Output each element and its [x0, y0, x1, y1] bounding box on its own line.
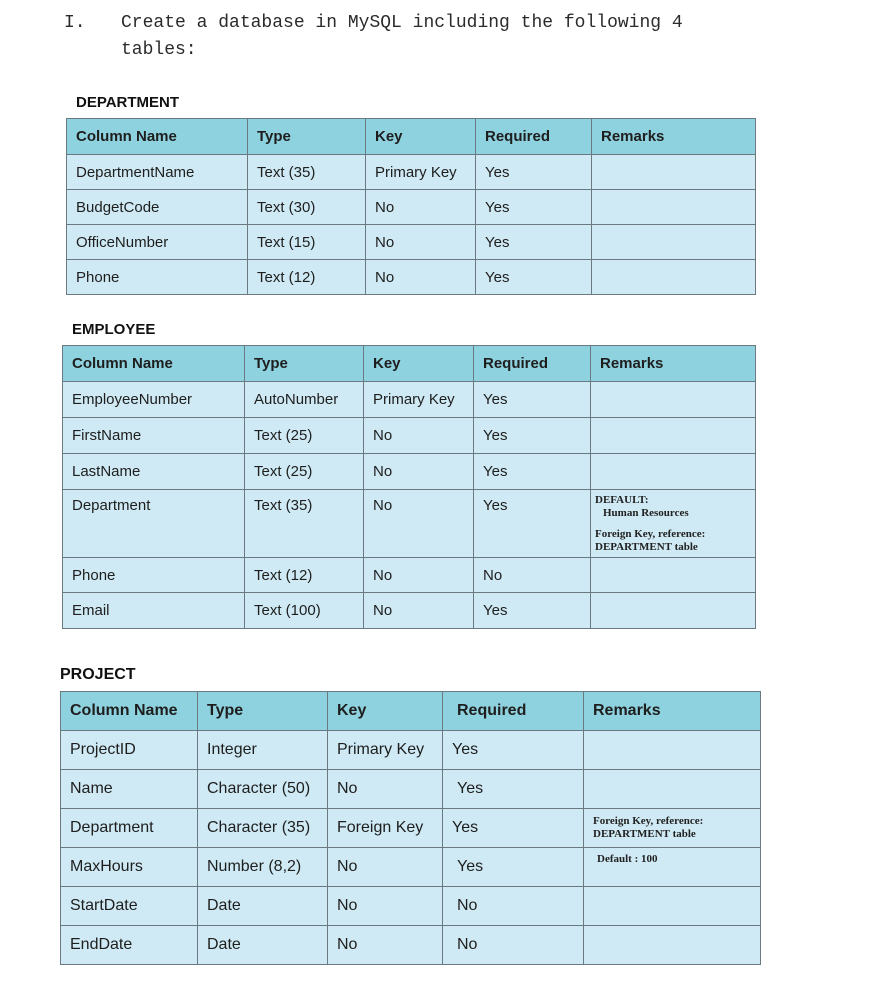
cell-type: AutoNumber	[245, 382, 364, 418]
cell-key: No	[328, 770, 443, 809]
table-header-row	[63, 346, 756, 382]
header-key: Key	[364, 346, 474, 382]
cell-key: Primary Key	[366, 155, 476, 190]
cell-remarks	[591, 454, 756, 490]
cell-remarks	[591, 382, 756, 418]
cell-required: Yes	[443, 809, 584, 848]
cell-required: Yes	[474, 593, 591, 629]
table-row	[67, 155, 756, 190]
header-key: Key	[328, 692, 443, 731]
header-required: Required	[476, 119, 592, 155]
cell-key: No	[328, 848, 443, 887]
cell-column-name: BudgetCode	[67, 190, 248, 225]
table-row	[63, 382, 756, 418]
heading-line-1: Create a database in MySQL including the following 4	[121, 13, 683, 33]
header-remarks: Remarks	[591, 346, 756, 382]
header-type: Type	[248, 119, 366, 155]
cell-key: No	[364, 558, 474, 593]
cell-required: Yes	[474, 454, 591, 490]
cell-required: Yes	[474, 418, 591, 454]
cell-remarks-department	[584, 809, 761, 848]
header-column-name: Column Name	[61, 692, 198, 731]
cell-key: No	[364, 593, 474, 629]
cell-type: Date	[198, 926, 328, 965]
cell-required: No	[443, 887, 584, 926]
table-row	[63, 558, 756, 593]
remark-fk-line-2: DEPARTMENT table	[593, 828, 696, 840]
cell-required: Yes	[474, 490, 591, 558]
cell-type: Character (35)	[198, 809, 328, 848]
department-table-title: DEPARTMENT	[76, 94, 180, 111]
cell-required: Yes	[443, 731, 584, 770]
cell-key: No	[366, 260, 476, 295]
cell-type: Number (8,2)	[198, 848, 328, 887]
cell-column-name: EndDate	[61, 926, 198, 965]
table-row	[61, 926, 761, 965]
cell-key: No	[328, 887, 443, 926]
cell-key: No	[328, 926, 443, 965]
cell-key: Primary Key	[364, 382, 474, 418]
cell-column-name: Phone	[63, 558, 245, 593]
cell-column-name: Name	[61, 770, 198, 809]
cell-column-name: Department	[61, 809, 198, 848]
project-table-title: PROJECT	[60, 666, 136, 683]
cell-key: No	[364, 418, 474, 454]
remark-default-value: Human Resources	[603, 506, 689, 519]
cell-type: Text (35)	[248, 155, 366, 190]
employee-table	[62, 345, 756, 629]
cell-column-name: EmployeeNumber	[63, 382, 245, 418]
cell-key: No	[364, 454, 474, 490]
cell-column-name: Phone	[67, 260, 248, 295]
header-remarks: Remarks	[592, 119, 756, 155]
header-type: Type	[198, 692, 328, 731]
cell-type: Text (25)	[245, 454, 364, 490]
table-row	[61, 887, 761, 926]
cell-column-name: OfficeNumber	[67, 225, 248, 260]
cell-key: No	[366, 225, 476, 260]
department-table	[66, 118, 756, 295]
remark-fk-line-1: Foreign Key, reference:	[593, 815, 704, 827]
table-row	[63, 418, 756, 454]
cell-column-name: LastName	[63, 454, 245, 490]
cell-required: Yes	[443, 770, 584, 809]
cell-remarks	[584, 926, 761, 965]
cell-type: Text (25)	[245, 418, 364, 454]
table-header-row	[67, 119, 756, 155]
header-column-name: Column Name	[67, 119, 248, 155]
table-row	[61, 770, 761, 809]
header-key: Key	[366, 119, 476, 155]
cell-required: Yes	[476, 155, 592, 190]
cell-key: No	[366, 190, 476, 225]
heading-text	[121, 10, 821, 64]
cell-column-name: Email	[63, 593, 245, 629]
cell-remarks	[591, 558, 756, 593]
remark-default-label: DEFAULT:	[595, 493, 649, 506]
header-type: Type	[245, 346, 364, 382]
header-remarks: Remarks	[584, 692, 761, 731]
cell-key: No	[364, 490, 474, 558]
cell-type: Integer	[198, 731, 328, 770]
cell-remarks-maxhours: Default : 100	[584, 848, 761, 887]
cell-type: Text (12)	[245, 558, 364, 593]
remark-fk-line-1: Foreign Key, reference:	[595, 527, 706, 540]
cell-type: Text (100)	[245, 593, 364, 629]
remark-fk-line-2: DEPARTMENT table	[595, 540, 698, 553]
cell-column-name: FirstName	[63, 418, 245, 454]
cell-required: Yes	[474, 382, 591, 418]
cell-key: Primary Key	[328, 731, 443, 770]
header-column-name: Column Name	[63, 346, 245, 382]
table-row	[63, 490, 756, 558]
cell-key: Foreign Key	[328, 809, 443, 848]
cell-remarks	[584, 887, 761, 926]
table-row	[61, 731, 761, 770]
cell-remarks	[584, 731, 761, 770]
cell-required: No	[443, 926, 584, 965]
table-header-row	[61, 692, 761, 731]
cell-type: Text (30)	[248, 190, 366, 225]
cell-required: Yes	[476, 190, 592, 225]
cell-column-name: DepartmentName	[67, 155, 248, 190]
cell-remarks-department	[591, 490, 756, 558]
cell-type: Text (35)	[245, 490, 364, 558]
heading-line-2: tables:	[121, 40, 197, 60]
cell-remarks	[592, 225, 756, 260]
cell-column-name: ProjectID	[61, 731, 198, 770]
cell-remarks	[591, 593, 756, 629]
cell-type: Character (50)	[198, 770, 328, 809]
cell-required: Yes	[476, 225, 592, 260]
table-row	[67, 260, 756, 295]
heading-number: I.	[64, 13, 86, 33]
cell-column-name: Department	[63, 490, 245, 558]
cell-type: Text (15)	[248, 225, 366, 260]
cell-remarks	[592, 190, 756, 225]
cell-required: No	[474, 558, 591, 593]
table-row	[67, 225, 756, 260]
employee-table-title: EMPLOYEE	[72, 321, 156, 338]
cell-remarks	[592, 260, 756, 295]
project-table	[60, 691, 761, 965]
table-row	[61, 809, 761, 848]
cell-column-name: StartDate	[61, 887, 198, 926]
cell-column-name: MaxHours	[61, 848, 198, 887]
cell-remarks	[591, 418, 756, 454]
table-row	[61, 848, 761, 887]
header-required: Required	[474, 346, 591, 382]
cell-remarks	[592, 155, 756, 190]
cell-type: Date	[198, 887, 328, 926]
table-row	[63, 454, 756, 490]
cell-required: Yes	[443, 848, 584, 887]
cell-required: Yes	[476, 260, 592, 295]
cell-type: Text (12)	[248, 260, 366, 295]
cell-remarks	[584, 770, 761, 809]
header-required: Required	[443, 692, 584, 731]
table-row	[63, 593, 756, 629]
table-row	[67, 190, 756, 225]
